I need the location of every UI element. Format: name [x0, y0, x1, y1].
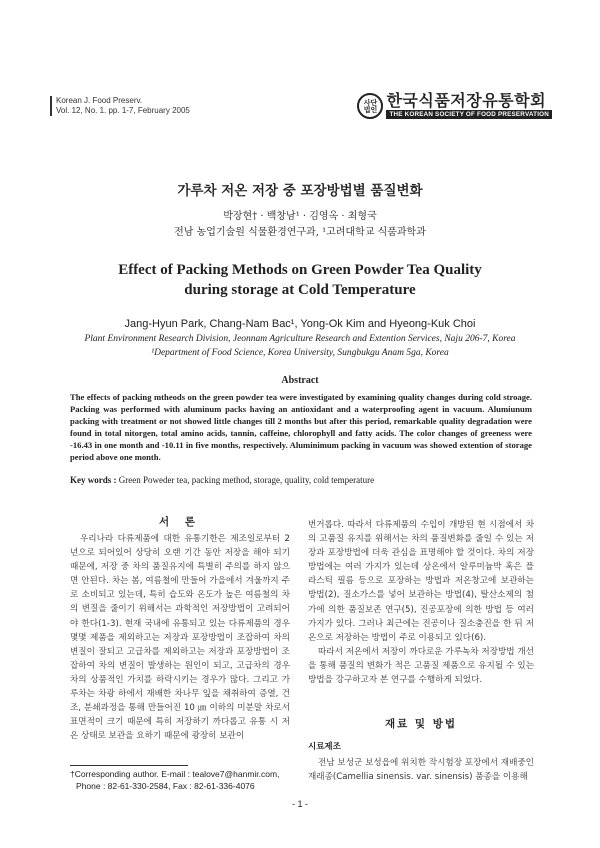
intro-paragraph-1: 우리나라 다류제품에 대한 유통기한은 제조일로부터 2년으로 되어있어 상당히 오랜 기간 동안 저장을 해야 되기 때문에, 저장 중 차의 품질유지에 특별히 주의를 하지 않으면 안된다. 차는 봄, 여름철에 만들어 가을에서 겨울까지 주로 소비되고 있는데, 특히 습도와 온도가 높은 여름철의 차의 변질을 줄이기 위해서는 과학적인 저장방법이 고려되어야 한다(1-3). 현재 국내에 유통되고 있는 다류제품의 경우 몇몇 제품을 제외하고는 저장과 포장방법이 조잡하여 차의 변질이 잘되고 고급차를 제외하고는 저장과 포장방법이 조잡하여 차의 변질이 발생하는 원인이 되고, 고급차의 경우 차의 상품적인 가치를 하락시키는 경우가 많다. 그리고 가루차는 차광 하에서 재배한 차나무 잎을 채취하여 증열, 건조, 분쇄과정을 통해 만들어진 10 ㎛ 이하의 미분말 차로서 표면적이 크기 때문에 특히 저장하기 까다롭고 유통 시 저온 상태로 보관을 요하기 때문에 광장히 보관이: [70, 534, 290, 742]
footnote-email: †Corresponding author. E-mail : tealove7@hanmir.com,: [70, 769, 280, 779]
keywords-text: Green Poweder tea, packing method, storage, quality, cold temperature: [116, 475, 375, 485]
keywords: [70, 475, 374, 485]
keywords-label: Key words :: [70, 475, 117, 485]
title-english-line2: during storage at Cold Temperature: [184, 282, 416, 298]
society-logo: [357, 92, 552, 119]
society-seal-icon: 사단 법인: [357, 93, 383, 119]
title-english-line1: Effect of Packing Methods on Green Powder Tea Quality: [118, 262, 482, 278]
authors-english: Jang-Hyun Park, Chang-Nam Bac¹, Yong-Ok Kim and Hyeong-Kuk Choi: [124, 318, 476, 330]
journal-citation: [50, 96, 190, 116]
affiliation-english-2: ¹Department of Food Science, Korea University, Sungbukgu Anam 5ga, Korea: [151, 348, 449, 358]
intro-paragraph-2: 번거롭다. 따라서 다류제품의 수입이 개방된 현 시점에서 차의 고품질 유지를 위해서는 차의 품질변화를 줄일 수 있는 저장과 포장방법에 더욱 관심을 표명해야 할 것이다. 차의 저장방법에는 여러 가지가 있는데 상온에서 알루미늄박 혹은 플라스틱 필름 등으로 포장하는 방법과 저온창고에 보관하는 방법(2), 질소가스를 넣어 보관하는 방법(4), 탈산소제의 첨가에 의한 품질보존 연구(5), 진공포장에 의한 방법 등 여러 가지가 있다. 그러나 최근에는 진공이나 질소충진을 한 뒤 저온으로 저장하는 방법이 주로 이용되고 있다(6).: [308, 520, 534, 643]
section-heading-materials: 재료 및 방법: [384, 718, 458, 730]
intro-column-left: [70, 532, 290, 743]
society-name-korean: 한국식품저장유통학회: [386, 91, 547, 110]
affiliation-korean: 전남 농업기술원 식물환경연구과, ¹고려대학교 식품과학과: [174, 227, 426, 238]
society-name-english: THE KOREAN SOCIETY OF FOOD PRESERVATION: [386, 110, 552, 119]
footnote: [70, 768, 279, 792]
materials-paragraph: 전남 보성군 보성읍에 위치한 작시험장 포장에서 재배중인 재래종(Camellia sinensis. var. sinensis) 품종을 이용해: [308, 758, 534, 783]
footnote-divider: [70, 765, 188, 766]
subsection-heading: 시료제조: [308, 742, 341, 752]
page-number: - 1 -: [291, 799, 308, 809]
intro-paragraph-3: 따라서 저온에서 저장이 까다로운 가루녹차 저장방법 개선을 통해 품질의 변화가 적은 고품질 제품으로 유지될 수 있는 방법을 강구하고자 본 연구를 수행하게 되었다.: [308, 646, 534, 686]
intro-column-right: [308, 518, 534, 687]
section-heading-introduction: 서 론: [159, 516, 201, 528]
title-korean: 가루차 저온 저장 중 포장방법별 품질변화: [177, 183, 423, 199]
journal-name: Korean J. Food Preserv.: [56, 96, 143, 105]
footnote-phone: Phone : 82-61-330-2584, Fax : 82-61-336-4076: [76, 781, 255, 791]
abstract-text: The effects of packing mtheods on the green powder tea were investigated by examining quality changes during cold stroage. Packing was performed with aluminum packs having an antioxidant and a waterproofing agent in vacuum. Alumiunum packing with treatment or not showed little changes till 2 months but after this period, remarkable quality degradation were found in total nitorgen, total amino acids, tannin, caffeine, chlorophyll and fatty acids. The color changes of greeness were -16.43 in one month and -10.11 in five months, respectively. Aluminimum packing in vacuum was showed extention of storage period above one month.: [70, 392, 532, 462]
authors-korean: 박장현† · 백창남¹ · 김영옥 · 최형국: [223, 211, 377, 222]
affiliation-english-1: Plant Environment Research Division, Jeonnam Agriculture Research and Extention Services, Naju 206-7, Korea: [84, 334, 516, 344]
materials-column: [308, 756, 534, 784]
abstract-heading: Abstract: [281, 375, 319, 386]
journal-volume: Vol. 12, No. 1. pp. 1-7, February 2005: [56, 106, 190, 115]
